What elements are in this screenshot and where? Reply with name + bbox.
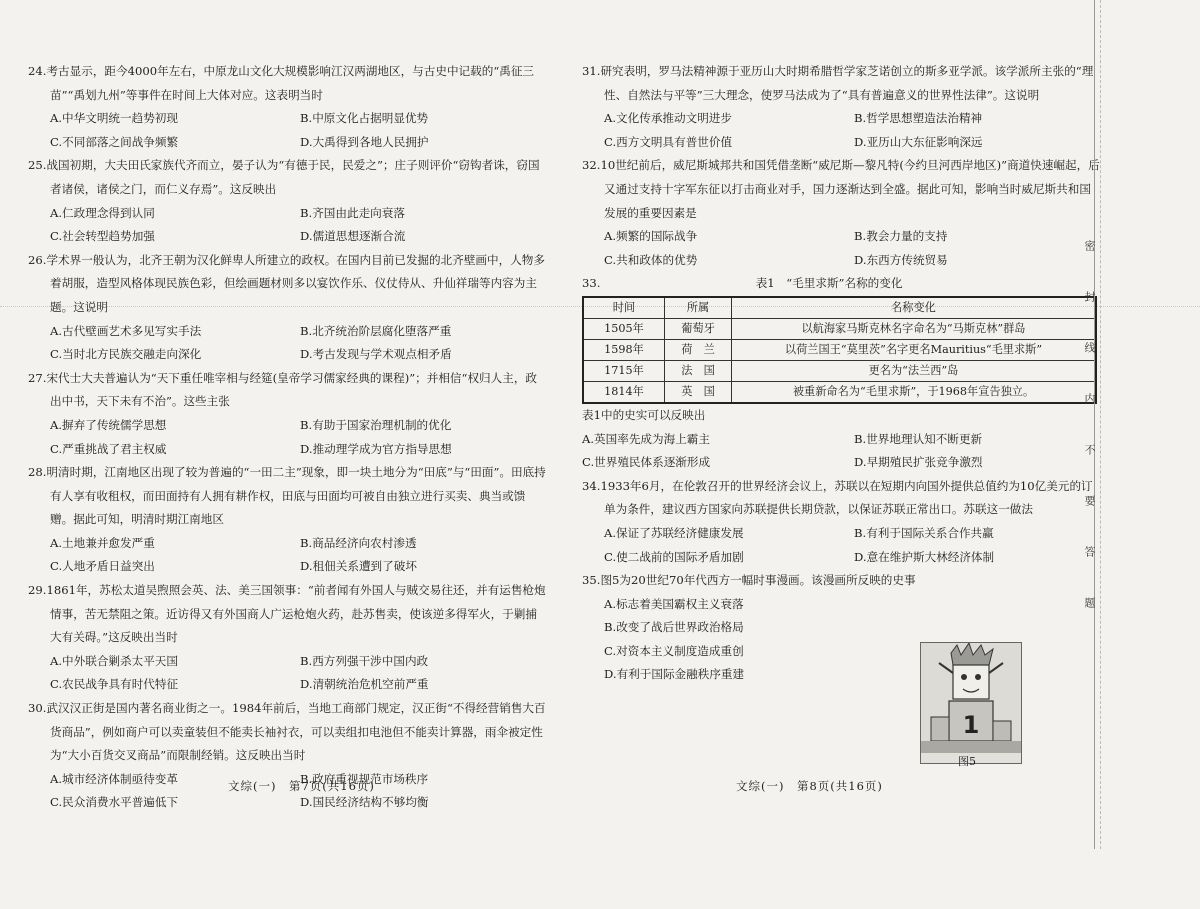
option-a: A.中华文明统一趋势初现 [50,111,178,126]
table-row [583,318,1096,339]
option-c: C.西方文明具有普世价值 [604,134,733,149]
question-stem: 35.图5为20世纪70年代西方一幅时事漫画。该漫画所反映的史事 [582,573,916,588]
option-a: A.保证了苏联经济健康发展 [604,525,744,540]
option-b: B.商品经济向农村渗透 [300,535,417,550]
option-c: C.严重挑战了君主权威 [50,441,167,456]
question-30 [28,697,548,815]
option-c: C.社会转型趋势加强 [50,229,155,244]
option-d: D.东西方传统贸易 [854,252,948,267]
option-d: D.清朝统治危机空前严重 [300,677,429,692]
question-number: 33. [582,276,601,291]
question-33 [582,272,1102,474]
name-change-table [582,296,1097,404]
option-c: C.共和政体的优势 [604,252,698,267]
option-b: B.世界地理认知不断更新 [854,431,983,446]
table-cell: 荷 兰 [665,339,732,360]
question-28 [28,461,548,579]
question-stem: 28.明清时期，江南地区出现了较为普遍的“一田二主”现象，即一块土地分为“田底”与“田面”。田底持有人享有收租权，而田面持有人拥有耕作权，田底与田面均可被自由独立进行买卖、典当或馈赠。据此可知，明清时期江南地区 [28,465,546,527]
option-c: C.使二战前的国际矛盾加剧 [604,549,744,564]
page-footer-left: 文综(一) 第7页(共16页) [228,779,375,793]
option-d: D.意在维护斯大林经济体制 [854,549,995,564]
option-a: A.频繁的国际战争 [604,229,698,244]
table-cell: 被重新命名为“毛里求斯”，于1968年宣告独立。 [732,381,1097,403]
page-footer-right: 文综(一) 第8页(共16页) [736,779,883,793]
option-a: A.城市经济体制亟待变革 [50,771,178,786]
table-cell: 葡萄牙 [665,318,732,339]
question-27 [28,367,548,461]
table-cell: 以航海家马斯克林名字命名为“马斯克林”群岛 [732,318,1097,339]
question-26 [28,249,548,367]
podium-number: 1 [962,711,980,739]
option-b: B.政府重视规范市场秩序 [300,771,429,786]
option-a: A.文化传承推动文明进步 [604,111,732,126]
question-25 [28,154,548,248]
option-b: B.有助于国家治理机制的优化 [300,417,452,432]
option-b: B.有利于国际关系合作共赢 [854,525,994,540]
table-row [583,339,1096,360]
option-a: A.标志着美国霸权主义衰落 [604,596,744,611]
option-c: C.人地矛盾日益突出 [50,559,155,574]
option-c: C.不同部落之间战争频繁 [50,134,179,149]
option-b: B.改变了战后世界政治格局 [604,620,744,635]
option-c: C.对资本主义制度造成重创 [604,643,744,658]
option-d: D.早期殖民扩张竞争激烈 [854,455,983,470]
question-31 [582,60,1102,154]
option-c: C.民众消费水平普遍低下 [50,795,179,810]
table-header: 名称变化 [732,297,1097,319]
question-stem: 31.研究表明，罗马法精神源于亚历山大时期希腊哲学家芝诺创立的斯多亚学派。该学派所主张的“理性、自然法与平等”三大理念，使罗马法成为了“具有普遍意义的世界性法律”。这说明 [582,64,1094,102]
option-c: C.世界殖民体系逐渐形成 [582,455,711,470]
option-b: B.教会力量的支持 [854,229,948,244]
table-cell: 英 国 [665,381,732,403]
option-d: D.有利于国际金融秩序重建 [604,667,745,682]
question-stem: 29.1861年，苏松太道吴煦照会英、法、美三国领事：“前者闻有外国人与贼交易往还，并有运售枪炮情事，苦无禁阻之策。近访得又有外国商人广运枪炮火药，赴苏售卖，使该逆多得军火，于剿捕大有关碍。”这反映出当时 [28,583,546,645]
cartoon-figure [920,642,1022,764]
question-29 [28,579,548,697]
cartoon-drawing [921,643,1021,753]
option-d: D.大禹得到各地人民拥护 [300,134,429,149]
question-stem: 30.武汉汉正街是国内著名商业街之一。1984年前后，当地工商部门规定，汉正街“不得经营销售大百货商品”，例如商户可以卖童装但不能卖长袖衬衣，可以卖组扣电池但不能卖计算器，雨伞被定性为“大小百货交叉商品”而限制经销。这反映出当时 [28,701,546,763]
question-stem: 表1中的史实可以反映出 [582,407,706,422]
option-b: B.北齐统治阶层腐化堕落严重 [300,323,452,338]
table-cell: 更名为“法兰西”岛 [732,360,1097,381]
table-row [583,381,1096,403]
question-24 [28,60,548,154]
option-a: A.古代壁画艺术多见写实手法 [50,323,202,338]
table-cell: 法 国 [665,360,732,381]
option-a: A.摒弃了传统儒学思想 [50,417,167,432]
table-cell: 1814年 [583,381,665,403]
question-32 [582,154,1102,272]
question-stem: 32.10世纪前后，威尼斯城邦共和国凭借垄断“威尼斯—黎凡特(今约旦河西岸地区)”商道快速崛起，后又通过支持十字军东征以打击商业对手，国力逐渐达到全盛。据此可知，影响当时威尼斯共和国发展的重要因素是 [582,158,1100,220]
option-d: D.推动理学成为官方指导思想 [300,441,452,456]
option-c: C.农民战争具有时代特征 [50,677,179,692]
option-d: D.租佃关系遭到了破坏 [300,559,417,574]
table-cell: 1598年 [583,339,665,360]
binding-notice: 密封线内不要答题 [1083,240,1096,648]
question-34 [582,475,1102,569]
option-b: B.齐国由此走向衰落 [300,205,405,220]
question-stem: 26.学术界一般认为，北齐王朝为汉化鲜卑人所建立的政权。在国内目前已发掘的北齐壁画中，人物多着胡服，造型风格体现民族色彩，但绘画题材则多以宴饮作乐、仪仗侍从、升仙祥瑞等内容为主题。这说明 [28,252,545,314]
table-header: 时间 [583,297,665,319]
option-b: B.西方列强干涉中国内政 [300,653,429,668]
option-a: A.中外联合剿杀太平天国 [50,653,178,668]
option-d: D.儒道思想逐渐合流 [300,229,406,244]
option-d: D.国民经济结构不够均衡 [300,795,429,810]
option-d: D.考古发现与学术观点相矛盾 [300,347,452,362]
table-row [583,360,1096,381]
figure-caption: 图5 [958,755,976,768]
option-a: A.英国率先成为海上霸主 [582,431,710,446]
table-header: 所属 [665,297,732,319]
table-cell: 1505年 [583,318,665,339]
option-a: A.仁政理念得到认同 [50,205,155,220]
binding-dashed-line [1100,0,1101,849]
question-stem: 34.1933年6月，在伦敦召开的世界经济会议上，苏联以在短期内向国外提供总值约为10亿美元的订单为条件，建议西方国家向苏联提供长期贷款，以保证苏联正常出口。苏联这一做法 [582,478,1093,517]
option-c: C.当时北方民族交融走向深化 [50,347,202,362]
table-cell: 以荷兰国王“莫里茨”名字更名Mauritius“毛里求斯” [732,339,1097,360]
question-stem: 24.考古显示，距今4000年左右，中原龙山文化大规模影响江汉两湖地区，与古史中记载的“禹征三苗”“禹划九州”等事件在时间上大体对应。这表明当时 [28,64,535,102]
question-stem: 25.战国初期，大夫田氏家族代齐而立，晏子认为“有德于民，民爱之”；庄子则评价“窃钩者诛，窃国者诸侯，诸侯之门，而仁义存焉”。这反映出 [28,158,540,196]
question-35 [582,569,1102,687]
option-d: D.亚历山大东征影响深远 [854,134,983,149]
table-cell: 1715年 [583,360,665,381]
option-b: B.中原文化占据明显优势 [300,111,429,126]
option-b: B.哲学思想塑造法治精神 [854,111,983,126]
question-stem: 27.宋代士大夫普遍认为“天下重任唯宰相与经筵(皇帝学习儒家经典的课程)”；并相信“权归人主，政出中书，天下未有不治”。这些主张 [28,370,538,409]
option-a: A.土地兼并愈发严重 [50,535,155,550]
binding-strip [1083,0,1200,849]
table-caption: 表1 “毛里求斯”名称的变化 [755,276,903,291]
